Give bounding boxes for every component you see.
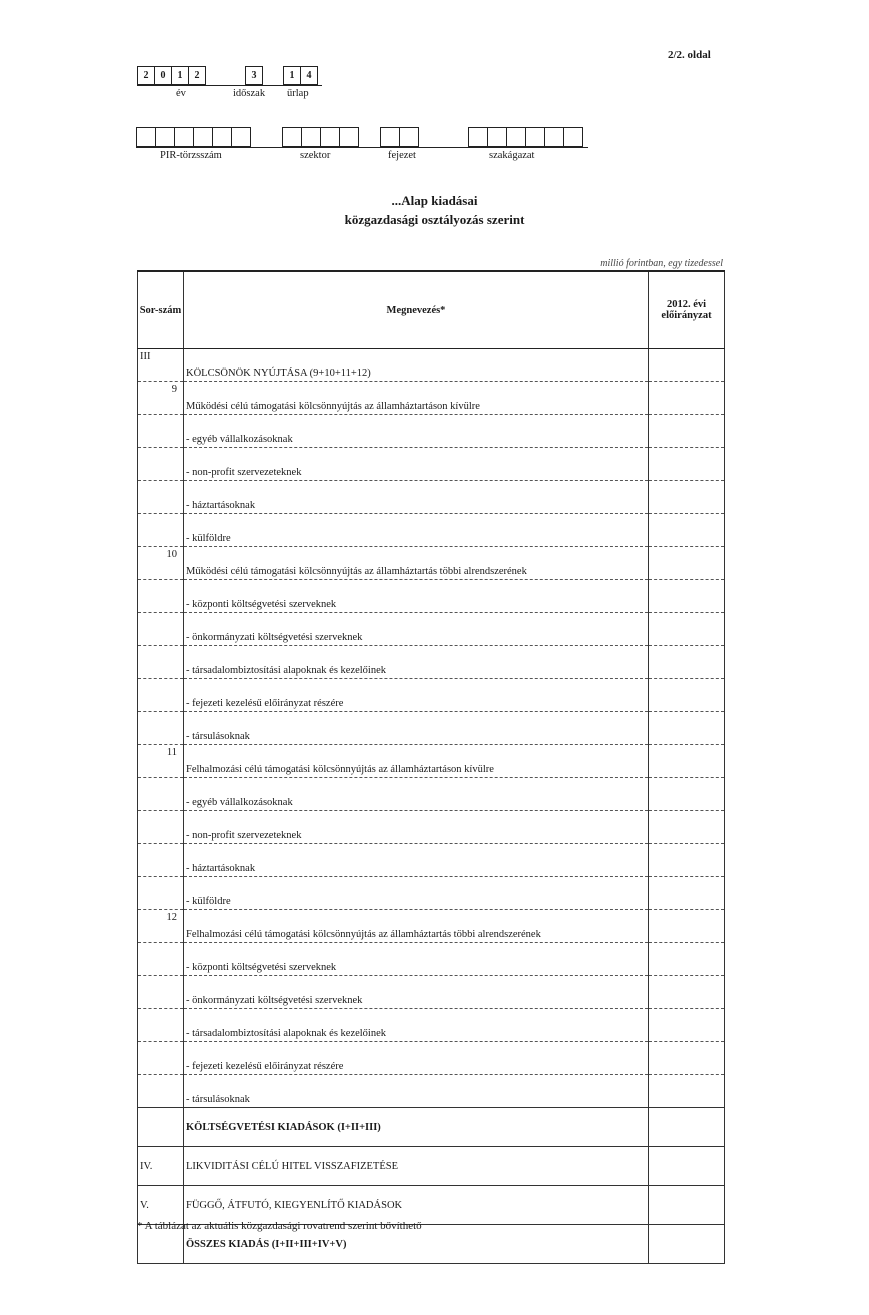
row-name: - külföldre xyxy=(184,514,649,547)
row-value-cell[interactable] xyxy=(649,382,725,415)
row-value-cell[interactable] xyxy=(649,547,725,580)
chapter-digit-2[interactable] xyxy=(399,127,419,147)
form-digit-2[interactable]: 4 xyxy=(300,66,318,85)
code-underline xyxy=(137,85,322,86)
table-row xyxy=(138,976,725,1009)
sector-digit-1[interactable] xyxy=(282,127,302,147)
row-value-cell[interactable] xyxy=(649,514,725,547)
row-value-cell[interactable] xyxy=(649,646,725,679)
page-subtitle: közgazdasági osztályozás szerint xyxy=(344,212,525,227)
row-number xyxy=(138,712,184,745)
row-value-cell[interactable] xyxy=(649,811,725,844)
summary-row-name: ÖSSZES KIADÁS (I+II+III+IV+V) xyxy=(184,1225,649,1264)
summary-row-number: V. xyxy=(138,1186,184,1225)
table-row xyxy=(138,811,725,844)
table-row xyxy=(138,877,725,910)
row-value-cell[interactable] xyxy=(649,1042,725,1075)
row-name: - háztartásoknak xyxy=(184,481,649,514)
year-digit-4[interactable]: 2 xyxy=(188,66,206,85)
table-row xyxy=(138,514,725,547)
table-row xyxy=(138,910,725,943)
row-number xyxy=(138,844,184,877)
pir-digit-4[interactable] xyxy=(193,127,213,147)
table-row xyxy=(138,679,725,712)
row-name: - fejezeti kezelésű előirányzat részére xyxy=(184,679,649,712)
row-number xyxy=(138,679,184,712)
year-digit-1[interactable]: 2 xyxy=(137,66,155,85)
table-row xyxy=(138,778,725,811)
row-value-cell[interactable] xyxy=(649,1075,725,1108)
table-row xyxy=(138,547,725,580)
row-value-cell[interactable] xyxy=(649,481,725,514)
row-name: - fejezeti kezelésű előirányzat részére xyxy=(184,1042,649,1075)
sector-digit-3[interactable] xyxy=(320,127,340,147)
chapter-boxes xyxy=(380,127,418,147)
table-row xyxy=(138,844,725,877)
branch-digit-1[interactable] xyxy=(468,127,488,147)
branch-label: szakágazat xyxy=(489,150,535,161)
form-digit-1[interactable]: 1 xyxy=(283,66,301,85)
row-name: - társadalombiztosítási alapoknak és kezelőinek xyxy=(184,1009,649,1042)
row-name: - külföldre xyxy=(184,877,649,910)
row-name: - társulásoknak xyxy=(184,712,649,745)
row-value-cell[interactable] xyxy=(649,349,725,382)
summary-row xyxy=(138,1108,725,1147)
table-row xyxy=(138,382,725,415)
unit-note: millió forintban, egy tizedessel xyxy=(600,258,723,269)
row-number xyxy=(138,1042,184,1075)
pir-digit-6[interactable] xyxy=(231,127,251,147)
row-number xyxy=(138,976,184,1009)
period-label: időszak xyxy=(233,88,266,99)
branch-digit-3[interactable] xyxy=(506,127,526,147)
row-name: Felhalmozási célú támogatási kölcsönnyújtás az államháztartáson kívülre xyxy=(184,745,649,778)
year-digit-3[interactable]: 1 xyxy=(171,66,189,85)
row-name: - egyéb vállalkozásoknak xyxy=(184,778,649,811)
summary-row-name: LIKVIDITÁSI CÉLÚ HITEL VISSZAFIZETÉSE xyxy=(184,1147,649,1186)
row-number xyxy=(138,778,184,811)
row-number xyxy=(138,415,184,448)
row-name: - háztartásoknak xyxy=(184,844,649,877)
pir-digit-2[interactable] xyxy=(155,127,175,147)
row-value-cell[interactable] xyxy=(649,778,725,811)
sector-digit-2[interactable] xyxy=(301,127,321,147)
row-number: 12 xyxy=(138,910,184,943)
row-number: III xyxy=(138,349,184,382)
form-boxes xyxy=(283,66,317,85)
row-value-cell[interactable] xyxy=(649,613,725,646)
row-name: - társadalombiztosítási alapoknak és kezelőinek xyxy=(184,646,649,679)
expenditure-table xyxy=(137,270,725,1264)
row-name: - non-profit szervezeteknek xyxy=(184,448,649,481)
row-value-cell[interactable] xyxy=(649,976,725,1009)
row-number xyxy=(138,448,184,481)
row-name: - önkormányzati költségvetési szerveknek xyxy=(184,613,649,646)
row-number xyxy=(138,646,184,679)
summary-row-value-cell[interactable] xyxy=(649,1147,725,1186)
summary-row-name: KÖLTSÉGVETÉSI KIADÁSOK (I+II+III) xyxy=(184,1108,649,1147)
row-number xyxy=(138,1075,184,1108)
row-value-cell[interactable] xyxy=(649,943,725,976)
row-value-cell[interactable] xyxy=(649,1009,725,1042)
row-value-cell[interactable] xyxy=(649,745,725,778)
footnote: * A táblázat az aktuális közgazdasági rovatrend szerint bővíthető xyxy=(137,1220,422,1232)
row-number: 10 xyxy=(138,547,184,580)
row-number xyxy=(138,613,184,646)
table-row xyxy=(138,613,725,646)
summary-row-name: FÜGGŐ, ÁTFUTÓ, KIEGYENLÍTŐ KIADÁSOK xyxy=(184,1186,649,1225)
row-name: - központi költségvetési szerveknek xyxy=(184,580,649,613)
row-name: Felhalmozási célú támogatási kölcsönnyújtás az államháztartás többi alrendszerének xyxy=(184,910,649,943)
year-boxes xyxy=(137,66,205,85)
row-number xyxy=(138,877,184,910)
table-row xyxy=(138,646,725,679)
row-number: 11 xyxy=(138,745,184,778)
row-value-cell[interactable] xyxy=(649,844,725,877)
period-digit[interactable]: 3 xyxy=(245,66,263,85)
sector-label: szektor xyxy=(300,150,331,161)
year-label: év xyxy=(176,88,186,99)
sector-digit-4[interactable] xyxy=(339,127,359,147)
summary-row-value-cell[interactable] xyxy=(649,1108,725,1147)
summary-row-number: IV. xyxy=(138,1147,184,1186)
year-digit-2[interactable]: 0 xyxy=(154,66,172,85)
summary-row-number xyxy=(138,1108,184,1147)
branch-digit-6[interactable] xyxy=(563,127,583,147)
table-row xyxy=(138,580,725,613)
table-row xyxy=(138,943,725,976)
table-row xyxy=(138,745,725,778)
table-row xyxy=(138,448,725,481)
summary-row-value-cell[interactable] xyxy=(649,1186,725,1225)
branch-digit-5[interactable] xyxy=(544,127,564,147)
table-row xyxy=(138,1009,725,1042)
id-underline xyxy=(136,147,588,148)
row-value-cell[interactable] xyxy=(649,448,725,481)
period-boxes xyxy=(245,66,262,85)
row-value-cell[interactable] xyxy=(649,580,725,613)
row-name: - non-profit szervezeteknek xyxy=(184,811,649,844)
chapter-label: fejezet xyxy=(388,150,416,161)
col-header-value: 2012. évi előirányzat xyxy=(649,271,725,349)
branch-boxes xyxy=(468,127,582,147)
table-row xyxy=(138,415,725,448)
row-value-cell[interactable] xyxy=(649,877,725,910)
table-row xyxy=(138,1075,725,1108)
table-row xyxy=(138,712,725,745)
row-value-cell[interactable] xyxy=(649,679,725,712)
col-header-name: Megnevezés* xyxy=(184,271,649,349)
row-name: Működési célú támogatási kölcsönnyújtás az államháztartáson kívülre xyxy=(184,382,649,415)
row-name: - központi költségvetési szerveknek xyxy=(184,943,649,976)
summary-row xyxy=(138,1147,725,1186)
chapter-digit-1[interactable] xyxy=(380,127,400,147)
row-name: - társulásoknak xyxy=(184,1075,649,1108)
row-number xyxy=(138,943,184,976)
page-number: 2/2. oldal xyxy=(668,49,711,61)
sector-boxes xyxy=(282,127,358,147)
row-value-cell[interactable] xyxy=(649,712,725,745)
row-number xyxy=(138,514,184,547)
col-header-number: Sor-szám xyxy=(138,271,184,349)
pir-digit-5[interactable] xyxy=(212,127,232,147)
form-label: űrlap xyxy=(287,88,309,99)
page-title: ...Alap kiadásai xyxy=(391,193,478,208)
pir-digit-3[interactable] xyxy=(174,127,194,147)
row-name: - egyéb vállalkozásoknak xyxy=(184,415,649,448)
pir-boxes xyxy=(136,127,250,147)
row-name: KÖLCSÖNÖK NYÚJTÁSA (9+10+11+12) xyxy=(184,349,649,382)
row-value-cell[interactable] xyxy=(649,415,725,448)
pir-label: PIR-törzsszám xyxy=(160,150,222,161)
table-row xyxy=(138,349,725,382)
branch-digit-4[interactable] xyxy=(525,127,545,147)
row-name: Működési célú támogatási kölcsönnyújtás az államháztartás többi alrendszerének xyxy=(184,547,649,580)
row-number: 9 xyxy=(138,382,184,415)
pir-digit-1[interactable] xyxy=(136,127,156,147)
summary-row xyxy=(138,1186,725,1225)
row-number xyxy=(138,811,184,844)
row-number xyxy=(138,1009,184,1042)
table-row xyxy=(138,481,725,514)
row-number xyxy=(138,580,184,613)
branch-digit-2[interactable] xyxy=(487,127,507,147)
row-number xyxy=(138,481,184,514)
row-name: - önkormányzati költségvetési szerveknek xyxy=(184,976,649,1009)
table-row xyxy=(138,1042,725,1075)
summary-row-value-cell[interactable] xyxy=(649,1225,725,1264)
row-value-cell[interactable] xyxy=(649,910,725,943)
